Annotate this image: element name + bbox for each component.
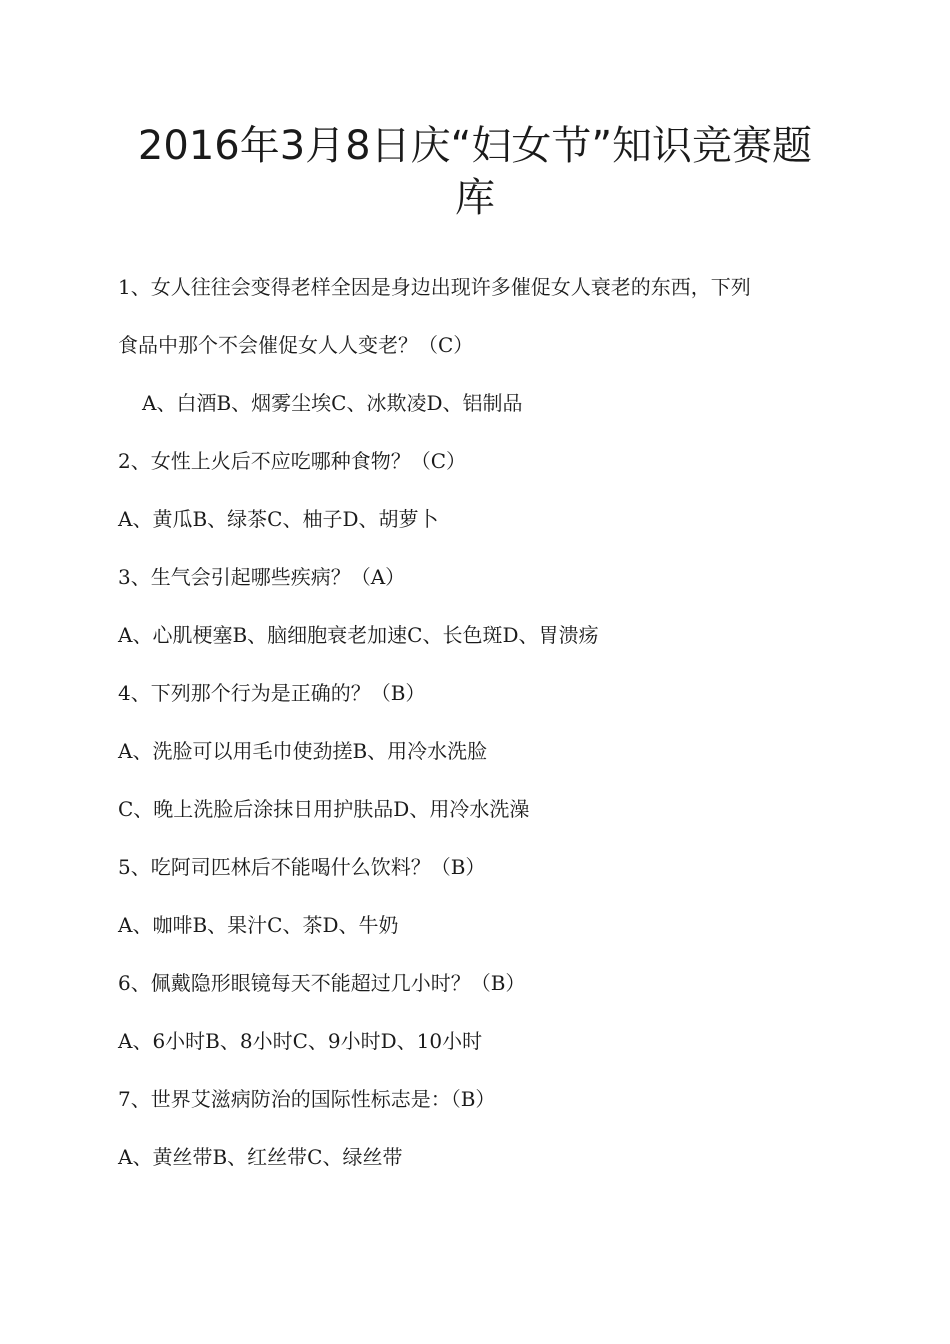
document-title-line-1: 2016年3月8日庆“妇女节”知识竞赛题 <box>137 123 813 169</box>
question-7-options: A、黄丝带B、红丝带C、绿丝带 <box>118 1145 403 1169</box>
question-4-options-a-b: A、洗脸可以用毛巾使劲搓B、用冷水洗脸 <box>118 739 488 763</box>
question-3-text: 3、生气会引起哪些疾病？（A） <box>118 565 406 589</box>
question-4-options-c-d: C、晚上洗脸后涂抹日用护肤品D、用冷水洗澡 <box>118 797 530 821</box>
question-7-text: 7、世界艾滋病防治的国际性标志是：（B） <box>118 1087 496 1111</box>
question-6-text: 6、佩戴隐形眼镜每天不能超过几小时？（B） <box>118 971 526 995</box>
document-title-line-2: 库 <box>455 175 495 221</box>
document-title <box>100 120 850 224</box>
question-5-text: 5、吃阿司匹林后不能喝什么饮料？（B） <box>118 855 486 879</box>
question-2-options: A、黄瓜B、绿茶C、柚子D、胡萝卜 <box>118 507 439 531</box>
document-body <box>118 258 838 1186</box>
question-1-text: 1、女人往往会变得老样全因是身边出现许多催促女人衰老的东西，下列 <box>118 275 751 299</box>
question-4-text: 4、下列那个行为是正确的？（B） <box>118 681 426 705</box>
question-2-text: 2、女性上火后不应吃哪种食物？（C） <box>118 449 467 473</box>
question-1-text-continued: 食品中那个不会催促女人人变老？（C） <box>118 333 474 357</box>
question-6-options: A、6小时B、8小时C、9小时D、10小时 <box>118 1029 483 1053</box>
question-1-options: A、白酒B、烟雾尘埃C、冰欺凌D、铝制品 <box>142 391 523 415</box>
question-5-options: A、咖啡B、果汁C、茶D、牛奶 <box>118 913 399 937</box>
question-3-options: A、心肌梗塞B、脑细胞衰老加速C、长色斑D、胃溃疡 <box>118 623 599 647</box>
